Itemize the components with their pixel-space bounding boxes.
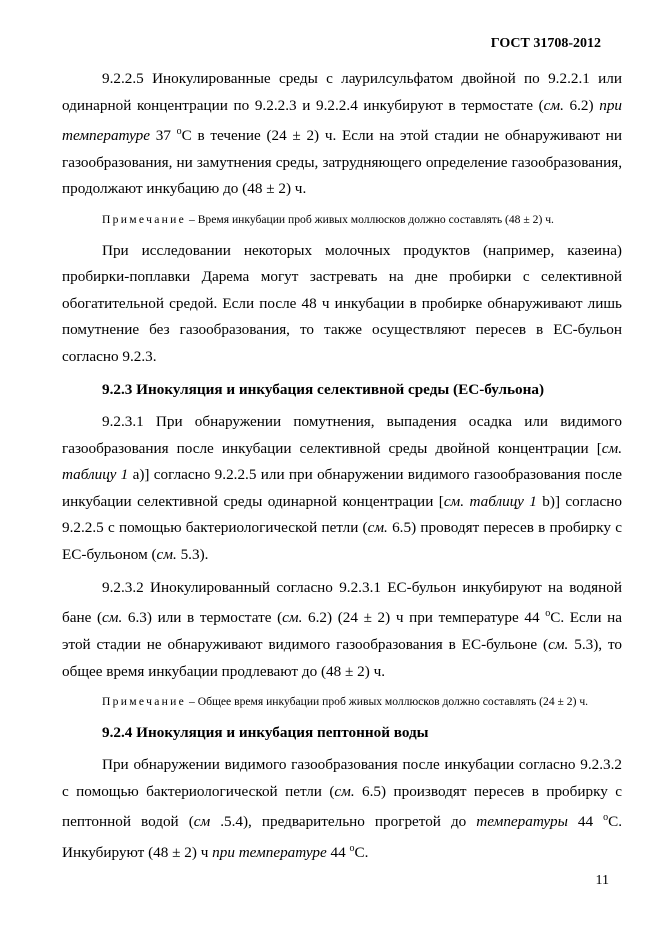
section-heading-9-2-3: 9.2.3 Инокуляция и инкубация селективной среды (ЕС-бульона)	[102, 380, 545, 398]
document-header: ГОСТ 31708-2012	[490, 36, 601, 51]
note-1: Примечание – Время инкубации проб живых моллюсков должно составлять (48 ± 2) ч.	[102, 213, 554, 227]
document-body	[62, 66, 622, 867]
note-2: Примечание – Общее время инкубации проб живых моллюсков должно составлять (24 ± 2) ч.	[102, 695, 589, 709]
paragraph-9-2-2-5: 9.2.2.5 Инокулированные среды с лаурилсульфатом двойной по 9.2.2.1 или одинарной концентрации по 9.2.2.3 и 9.2.2.4 инкубируют в термостате (см. 6.2) при температуре 37 $^о$С в течение (24 ± 2) ч. Если на этой стадии не обнаруживают ни газообразования, ни замутнения среды, затрудняющего определение газообразования, продолжают инкубацию до (48 ± 2) ч.	[62, 70, 623, 198]
note-label: Примечание	[102, 695, 187, 709]
note-label: Примечание	[102, 213, 187, 227]
paragraph-9-2-4: При обнаружении видимого газообразования после инкубации согласно 9.2.3.2 с помощью бактериологической петли (см. 6.5) производят пересев в пробирку с пептонной водой (см .5.4), предварительно прогретой до температуры 44 $^о$С. Инкубируют (48 ± 2) ч при температуре 44 $^о$С.	[62, 756, 623, 862]
paragraph-9-2-3-2: 9.2.3.2 Инокулированный согласно 9.2.3.1 ЕС-бульон инкубируют на водяной бане (см. 6.3) или в термостате (см. 6.2) (24 ± 2) ч при температуре 44 $^о$С. Если на этой стадии не обнаруживают видимого газообразования в ЕС-бульоне (см. 5.3), то общее время инкубации продлевают до (48 ± 2) ч.	[62, 578, 622, 680]
paragraph-dairy: При исследовании некоторых молочных продуктов (например, казеина) пробирки-поплавки Дарема могут застревать на дне пробирки с селективной обогатительной средой. Если после 48 ч инкубации в пробирке обнаруживают лишь помутнение без газообразования, то также осуществляют пересев в ЕС-бульон согласно 9.2.3.	[62, 241, 622, 365]
paragraph-9-2-3-1: 9.2.3.1 При обнаружении помутнения, выпадения осадка или видимого газообразования после инкубации селективной среды двойной концентрации [см. таблицу 1 a)] согласно 9.2.2.5 или при обнаружении видимого газообразования после инкубации селективной среды одинарной концентрации [см. таблицу 1 b)] согласно 9.2.2.5 с помощью бактериологической петли (см. 6.5) проводят пересев в пробирку с ЕС-бульоном (см. 5.3).	[62, 413, 623, 564]
section-heading-9-2-4: 9.2.4 Инокуляция и инкубация пептонной воды	[102, 723, 429, 741]
page-number: 11	[595, 873, 609, 888]
